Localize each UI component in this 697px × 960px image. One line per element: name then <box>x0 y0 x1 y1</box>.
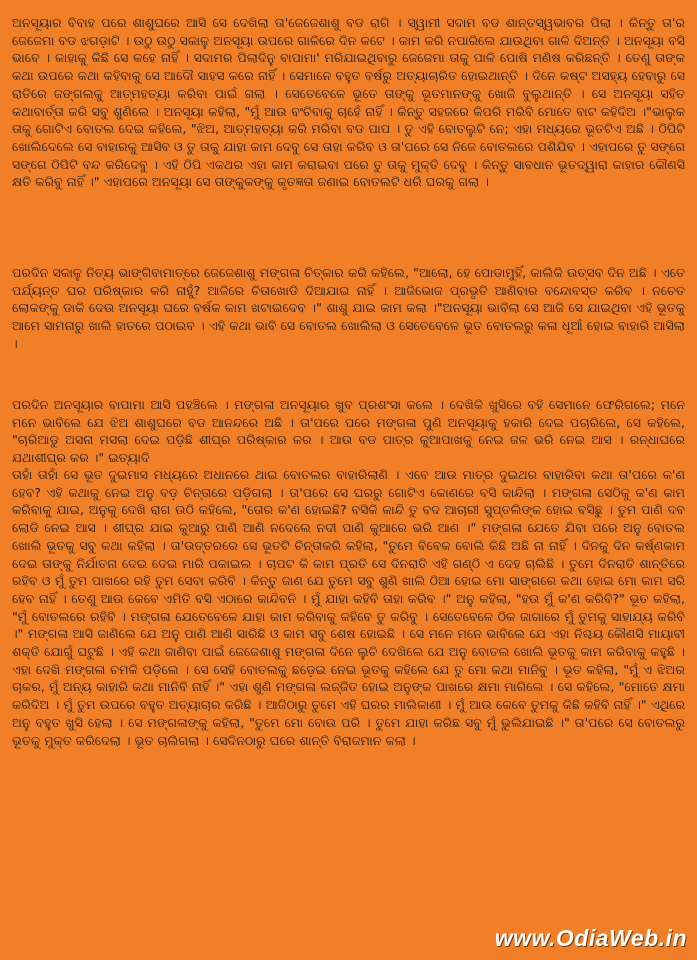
paragraph-4: ତାହାଁ ତାହାଁ ସେ ଭୂତ ଦୁଇମାସ ମଧ୍ୟରେ ଅଧାନରେ ଥାଇ ବୋତଲର ବାହାରିଲାଣି । ଏବେ ଆଉ ମାତ୍ର ଦୁଇଥର ବାହାରିବା କଥା ତା'ପରେ କ'ଣ ହେବ? ଏହି କଥାକୁ ନେଇ ଅନୁ ବଡ଼ ଚିନ୍ତାରେ ପଡ଼ିଗଲା । ତା'ପରେ ସେ ଘରରୁ ଗୋଟିଏ କୋଣରେ ବସି କାନ୍ଦିଲା । ମଙ୍ଗଳା ସେଠିକୁ କ'ଣ କାମ କରିବାକୁ ଯାଇ, ଅନୁକୁ ଦେଖି ରାଗ ଉଠି କହିଲେ, "ତୋର କ'ଣ ହୋଇଛି? ବସିକି କାନ୍ଦି ତୁ ବଦ ଆଚାରୀ ସୁପ୍ତଲିଙ୍କ ହୋଇ ବସିଛୁ । ତୁମ ପାଣି ଦବ ଲୋଡି ନେଇ ଆସ । ଶୀଘ୍ର ଯାଇ କୁଆରୁ ପାଣି ଆଣି ନଦେଲେ ନଦୀ ପାଣି କୁଆରେ ଭରି ଆଣ ।" ମଙ୍ଗଳା ଯେତେ ଯିବା ପରେ ଅନୁ ବୋତଲ ଖୋଲି ଭୂତକୁ ସବୁ କଥା କହିଲା । ତା'ଉତ୍ତରରେ ସେ ଭୂତଟି ଚିନ୍ତାକରି କହିଲା, "ତୁମେ ବିବେକ ବୋଲି କିଛି ଅଛି ନା ନାହିଁ । ଦିନକୁ ଦିନ କର୍ଷ୍ଣକାମ ଦେଇ ତାଙ୍କୁ ନିର୍ଯାତନା ଦେଇ ଦେଇ ମାରି ପକାଇଲ । ଚାପଟ କି କାମ ପ୍ରତି ସେ ଦିନରାତି ଏହି ଗଣ୍ଠି ଏ ଦେହ ଚାଲିଛି । ତୁମେ ଦିନରାତି ଶାନ୍ତିରେ ରହିବ ଓ ମୁଁ ତୁମ ପାଖରେ ରହି ତୁମ ସେବା କରିବି । କିନ୍ତୁ ଜାଣ ଯେ ତୁମେ ସବୁ ଶୁଣି ଖାଲି ଠିଆ ହୋଇ ମୋ ସାଙ୍ଗରେ କଥା ହୋଇ ମୋ କାମ ସରି ହେବ ନାହିଁ । ତେଣୁ ଆଉ କେବେ ଏମିତି ବସି ଏଠାରେ କାନ୍ଦିବନି । ମୁଁ ଯାହା କହିବି ତାହା କରିବ ।" ଅନୁ କହିଲା, "ହଉ ମୁଁ କ'ଣ କରିବି?" ଭୂତ କହିଲା, "ମୁଁ ବୋତଲରେ ରହିବି । ମଙ୍ଗଳା ଯେତେବେଳେ ଯାହା କାମ କରିବାକୁ କହିବେ ତୁ କରିବୁ । ସେତେବେଳେ ଠିକ ଜାଗାରେ ମୁଁ ତୁମକୁ ସାହାଯ୍ୟ କରିବି ।" ମଙ୍ଗଳା ଆସି ଜାଣିଲେ ଯେ ଅନୁ ପାଣି ଆଣି ସାରିଛି ଓ କାମ ସବୁ ଶେଷ ହୋଇଛି । ସେ ମନେ ମନେ ଭାବିଲେ ଯେ ଏହା ନିଶ୍ଚୟ କୌଣସି ମାୟାବୀ ଶକ୍ତି ଯୋଗୁଁ ଘଟୁଛି । ଏହି କଥା ଜାଣିବା ପାଇଁ ଜେଜେଶାଶୁ ମଙ୍ଗଳା ଦିନେ ଲୁଚି ଦେଖିଲେ ଯେ ଅନୁ ବୋତଲ ଖୋଲି ଭୂତକୁ କାମ କରିବାକୁ କହୁଛି । ଏହା ଦେଖି ମଙ୍ଗଳା ଚମକି ପଡ଼ିଲେ । ସେ ସେହି ବୋତଲକୁ ଛଡ଼େଇ ନେଇ ଭୂତକୁ କହିଲେ ଯେ ତୁ ମୋ କଥା ମାନିବୁ । ଭୂତ କହିଲା, "ମୁଁ ଏ ଝିଅର ଚାକର, ମୁଁ ଅନ୍ୟ କାହାରି କଥା ମାନିବି ନାହିଁ ।" ଏହା ଶୁଣି ମଙ୍ଗଳା ଲଜ୍ଜିତ ହୋଇ ଅନୁଙ୍କ ପାଖରେ କ୍ଷମା ମାଗିଲେ । ସେ କହିଲେ, "ମୋତେ କ୍ଷମା କରିଦିଅ । ମୁଁ ତୁମ ଉପରେ ବହୁତ ଅତ୍ୟାଚାର କରିଛି । ଆଜିଠାରୁ ତୁମେ ଏହି ଘରର ମାଲିକାଣୀ । ମୁଁ ଆଉ କେବେ ତୁମକୁ କିଛି କହିବି ନାହିଁ ।" ଏଥିରେ ଅନୁ ବହୁତ ଖୁସି ହେଲା । ସେ ମଙ୍ଗଳାଙ୍କୁ କହିଲା, "ତୁମେ ମୋ ବୋଉ ପରି । ତୁମେ ଯାହା କରିଛ ସବୁ ମୁଁ ଭୁଲିଯାଇଛି ।" ତା'ପରେ ସେ ବୋତଲରୁ ଭୂତକୁ ମୁକ୍ତ କରିଦେଲା । ଭୂତ ଚାଲିଗଲା । ସେଦିନଠାରୁ ଘରେ ଶାନ୍ତି ବିରାଜମାନ କଲା । <box>12 467 685 748</box>
paragraph-3: ପରଦିନ ଅନସୂୟାର ବାପାମା ଆସି ପହଞ୍ଚିଲେ । ମଙ୍ଗଳା ଅନସୂୟାର ଖୁବ ପ୍ରଶଂସା କଲେ । ଦେଖିକି ଖୁସିରେ ବହି ସେମାନେ ଫେରିଗଲେ; ମନେ ମନେ ଭାବିଲେ ଯେ ଝିଅ ଶାଶୁଘରେ ବଡ ଆନନ୍ଦରେ ଅଛି । ତା'ପରେ ପରେ ମଙ୍ଗଳା ପୁଣି ଅନସୂୟାକୁ ହକାରି ଦେଇ ପଚାରିଲେ, ସେ କହିଲେ, "ଚାରିଆଡୁ ଅସନା ମସଲା ଦେଇ ପଡ଼ିଛି ଶୀଘ୍ର ପରିଷ୍କାର କର । ଆଉ ବଡ ପାତ୍ର କୁଆପାଖକୁ ନେଇ ଜଳ ଭରି ନେଇ ଆସ । ରନ୍ଧାଘରେ ଯଥାଶୀଘ୍ର କର ।" ଇତ୍ୟାଦି <box>12 397 685 466</box>
paragraph-2: ପରଦିନ ସକାଳୁ ନିତ୍ୟ ଭାଙ୍ଗିବାମାତ୍ରେ ଜେଜେଶାଶୁ ମଙ୍ଗଳା ଚିତ୍କାର କରି କହିଲେ, "ଆଲୋ, ହେ ପୋଡାମୁହିଁ, କାଲିକି ଉତ୍ସବ ଦିନ ଅଛି । ଏତେ ପର୍ଯ୍ୟନ୍ତ ଘର ପରିଷ୍କାର କରି ନାହୁଁ? ଆଜିରେ ଚିତାଖୋଡି ଦିଆଯାଇ ନାହିଁ । ଆଜିଭୋଜ ପ୍ରଭୃତି ଆଣିବାର ବନ୍ଦୋବସ୍ତ କରିବ । ନଚେତ ଲୋକଙ୍କୁ ଡାକି ଦେଉ ଅନସୂୟା ଘରେ ବର୍ଷକ କାମ ଖଟାଇଦେବ ।" ଶାଶୁ ଯାଇ କାମ କଲା ।"ଅନସୂୟା ଭାବିଲା ସେ ଆଜି ସେ ଯାଇଥିବା ଏହି ଭୂତକୁ ଆମେ ସାମନାରୁ ଖାଲି ହାତରେ ପଠାଇବ । ଏହି କଥା ଭାବି ସେ ବୋତଲ ଖୋଲିଲା ଓ ସେତେବେଳେ ଭୂତ ବୋତଲରୁ କଳା ଧୂଆଁ ହୋଇ ବାହାରି ଆସିଲା । <box>12 265 685 351</box>
paragraph-1: ଅନସୂୟାର ବିବାହ ପରେ ଶାଶୁଘରେ ଆସି ସେ ଦେଖିଲା ତା'ଜେଜେଶାଶୁ ବଡ ରାଗି । ସ୍ୱାମୀ ସଦାମ ବଡ ଶାନ୍ତସ୍ୱଭାବର ପିଲା । କିନ୍ତୁ ତା'ର ଜେଜେମା ବଡ ଝଗଡ଼ାଟି । ଉଠୁ ଉଠୁ ସକାଳୁ ଅନସୂୟା ଉପରେ ଗାଳିରେ ଦିନ କଟେ । କାମ କରି ନପାରିଲେ ଯାଉଥିବା ଗାଳି ଦିଅନ୍ତି । ଅନସୂୟା ବସି ଭାବେ । କାହାକୁ କିଛି ସେ କହେ ନାହିଁ । ସଦାମର ପିଲାଦିନୁ ବାପାମା' ମରିଯାଇଥିବାରୁ ଜେଜେମା ତାକୁ ପାଳି ପୋଷି ମଣିଷ କରିଛନ୍ତି । ତେଣୁ ତାଙ୍କ କଥା ଉପରେ କଥା କହିବାକୁ ସେ ଆଦୌ ସାହସ କରେ ନାହିଁ । ସେମାନେ ବହୁତ ବର୍ଷରୁ ଅତ୍ୟାଚାରିତ ହୋଇଥାନ୍ତି । ଦିନେ କଷ୍ଟ ଅସହ୍ୟ ହେବାରୁ ସେ ରାତିରେ ଜଙ୍ଗଲକୁ ଆତ୍ମହତ୍ୟା କରିବା ପାଇଁ ଗଲା । ସେତେବେଳେ ଭୂତେ ତାଙ୍କୁ ଭୂତମାନଙ୍କୁ ଖୋଜି ବୁଲୁଥାନ୍ତି । ସେ ଅନସୂୟା ସହିତ କଥାବାର୍ତ୍ତା କରି ସବୁ ଶୁଣିଲେ । ଅନସୂୟା କହିଲା, "ମୁଁ ଆଉ ବଂଚିବାକୁ ଚାହେଁ ନାହିଁ । କିନ୍ତୁ ସହଜରେ କିପରି ମରିବି ମୋତେ ବାଟ କହିଦିଅ ।"ଭାଲୁକ ତାକୁ ଗୋଟିଏ ବୋତଲ ଦେଇ କହିଲେ, "ଝିଅ, ଆତ୍ମହତ୍ୟା କରି ମରିବା ବଡ ପାପ । ତୁ ଏହି ବୋତଲୁଟି ନେ; ଏହା ମଧ୍ୟରେ ଭୂତଟିଏ ଅଛି । ଠିପିଟି ଖୋଲିଦେଲେ ସେ ବାହାରକୁ ଆସିବ ଓ ତୁ ତାକୁ ଯାହା କାମ ଦେବୁ ସେ ତାହା କରିବ ଓ ତା'ପରେ ସେ ନିଜେ ବୋତଲରେ ପଶିଯିବ । ଏହାପରେ ତୁ ସଙ୍ଗେ ସଙ୍ଗେ ଠିପିଟି ବନ୍ଦ କରିଦେବୁ । ଏହି ଠିପି ଏକଥର ଏହା କାମ କରାଇବା ପରେ ତୁ ତାକୁ ମୁକ୍ତି ଦେବୁ । କିନ୍ତୁ ସାବଧାନ ଭୂତଦ୍ୱାରା କାହାର କୌଣସି କ୍ଷତି କରିବୁ ନାହିଁ ।" ଏହାପରେ ଅନସୂୟା ସେ ତାଙ୍କୁକଙ୍କୁ କୃତଜ୍ଞତା ଜଣାଇ ବୋତଲଟି ଧରି ଘରକୁ ଗଲା । <box>12 15 685 190</box>
site-watermark: www.OdiaWeb.in <box>494 925 687 951</box>
